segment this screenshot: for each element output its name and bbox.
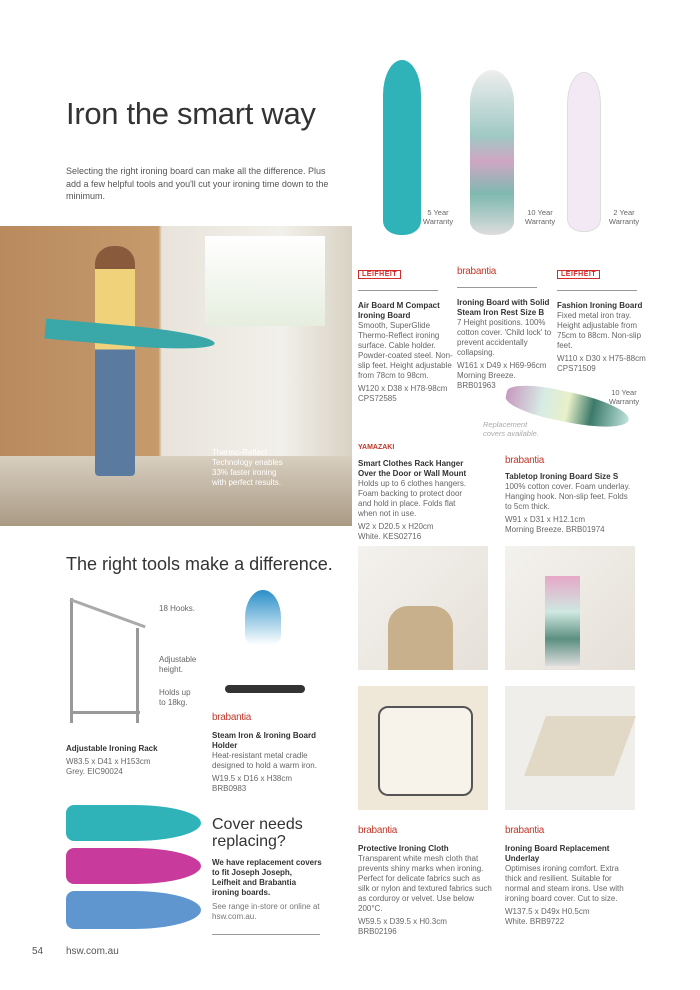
cover-pink (66, 848, 201, 884)
product-dims: W59.5 x D39.5 x H0.3cm (358, 917, 447, 926)
board-image-1 (383, 60, 421, 235)
product-code: CPS72585 (358, 394, 397, 403)
covers-heading: Cover needs replacing? (212, 816, 303, 850)
product-dims: W2 x D20.5 x H20cm (358, 522, 434, 531)
product-name: Air Board M Compact Ironing Board (358, 301, 440, 320)
product-cloth (358, 820, 493, 937)
brabantia-logo: brabantia (212, 712, 251, 723)
product-code: Morning Breeze. BRB01974 (505, 525, 605, 534)
product-desc: 7 Height positions. 100% cotton cover. 'Child lock' to prevent accidentally collapsing. (457, 318, 552, 357)
replacement-note: Replacement covers available. (483, 420, 539, 438)
underlay-photo (505, 686, 635, 810)
brabantia-logo: brabantia (505, 825, 544, 836)
footer-site[interactable]: hsw.com.au (66, 946, 119, 957)
product-holder (212, 707, 327, 794)
tabletop-photo (505, 546, 635, 670)
iron-holder-image (215, 590, 305, 698)
product-dims: W161 x D49 x H69-96cm (457, 361, 547, 370)
product-desc: Holds up to 6 clothes hangers. Foam backing to protect door and hold in place. Folds flat when not in use. (358, 479, 467, 518)
leifheit-logo: LEIFHEIT (557, 270, 600, 279)
product-tabletop (505, 450, 635, 535)
page-number: 54 (32, 946, 44, 957)
tools-heading: The right tools make a difference. (66, 554, 333, 574)
product-desc: Optimises ironing comfort. Extra thick and resilient. Suitable for normal and steam irons. Use with ironing board cover. Cut to size. (505, 864, 624, 903)
hanger-photo (358, 546, 488, 670)
warranty-3: 2 Year Warranty (608, 208, 640, 226)
product-code: CPS71509 (557, 364, 596, 373)
lifestyle-photo (0, 226, 352, 526)
product-name: Fashion Ironing Board (557, 301, 643, 310)
product-dims: W83.5 x D41 x H153cm (66, 757, 151, 766)
product-name: Ironing Board with Solid Steam Iron Rest Size B (457, 298, 550, 317)
covers-section (212, 816, 322, 935)
product-dims: W110 x D30 x H75-88cm (557, 354, 646, 363)
cloth-photo (358, 686, 488, 810)
product-ironing-board-b (457, 261, 552, 391)
product-fashion-board (557, 263, 652, 374)
page-title: Iron the smart way (66, 96, 316, 131)
product-code: Grey. EIC90024 (66, 767, 123, 776)
product-name: Ironing Board Replacement Underlay (505, 844, 610, 863)
product-name: Smart Clothes Rack Hanger Over the Door or Wall Mount (358, 459, 467, 478)
product-desc: Fixed metal iron tray. Height adjustable from 75cm to 88cm. Non-slip feet. (557, 311, 642, 350)
cover-teal (66, 805, 201, 841)
product-dims: W19.5 x D16 x H38cm (212, 774, 293, 783)
product-air-board (358, 263, 453, 404)
rack-label-height: Adjustable height. (159, 655, 197, 674)
brabantia-logo: brabantia (457, 266, 496, 277)
product-rack (66, 744, 186, 777)
product-underlay (505, 820, 630, 927)
product-code: Morning Breeze. BRB01963 (457, 371, 516, 390)
rack-label-weight: Holds up to 18kg. (159, 688, 191, 707)
rack-image (70, 598, 150, 728)
warranty-2: 10 Year Warranty (524, 208, 556, 226)
tabletop-warranty: 10 Year Warranty (608, 388, 640, 406)
yamazaki-logo: YAMAZAKI (358, 444, 395, 451)
product-desc: Transparent white mesh cloth that prevents shiny marks when ironing. Perfect for delicate fabrics such as silk or nylon and textured fabrics such as corduroy or velvet. Use below 200°C. (358, 854, 492, 913)
product-code: BRB02196 (358, 927, 397, 936)
product-name: Protective Ironing Cloth (358, 844, 449, 853)
board-image-2 (470, 70, 514, 235)
product-dims: W120 x D38 x H78-98cm (358, 384, 448, 393)
product-code: White. BRB9722 (505, 917, 565, 926)
product-desc: Smooth, SuperGlide Thermo-Reflect ironing surface. Cable holder. Powder-coated steel. Non-slip feet. Height adjustable from 78cm to 98cm. (358, 321, 453, 380)
covers-bold: We have replacement covers to fit Joseph Joseph, Leifheit and Brabantia ironing boards. (212, 858, 322, 897)
intro-text: Selecting the right ironing board can make all the difference. Plus add a few helpful tools and you'll cut your ironing time down to the minimum. (66, 166, 329, 201)
product-dims: W137.5 x D49x H0.5cm (505, 907, 590, 916)
product-dims: W91 x D31 x H12.1cm (505, 515, 586, 524)
product-hanger (358, 436, 473, 542)
rack-label-hooks: 18 Hooks. (159, 604, 196, 613)
cover-blue (66, 891, 201, 929)
photo-caption: Thermo-Reflect Technology enables 33% faster ironing with perfect results. (212, 448, 283, 487)
product-desc: 100% cotton cover. Foam underlay. Hanging hook. Non-slip feet. Folds to 5cm thick. (505, 482, 631, 511)
leifheit-logo: LEIFHEIT (358, 270, 401, 279)
brabantia-logo: brabantia (358, 825, 397, 836)
product-name: Tabletop Ironing Board Size S (505, 472, 619, 481)
product-name: Adjustable Ironing Rack (66, 744, 158, 753)
board-image-3 (567, 72, 601, 232)
product-code: White. KES02716 (358, 532, 422, 541)
brabantia-logo: brabantia (505, 455, 544, 466)
product-code: BRB0983 (212, 784, 247, 793)
warranty-1: 5 Year Warranty (422, 208, 454, 226)
product-desc: Heat-resistant metal cradle designed to hold a warm iron. (212, 751, 317, 770)
product-name: Steam Iron & Ironing Board Holder (212, 731, 317, 750)
covers-note: See range in-store or online at hsw.com.au. (212, 902, 320, 921)
